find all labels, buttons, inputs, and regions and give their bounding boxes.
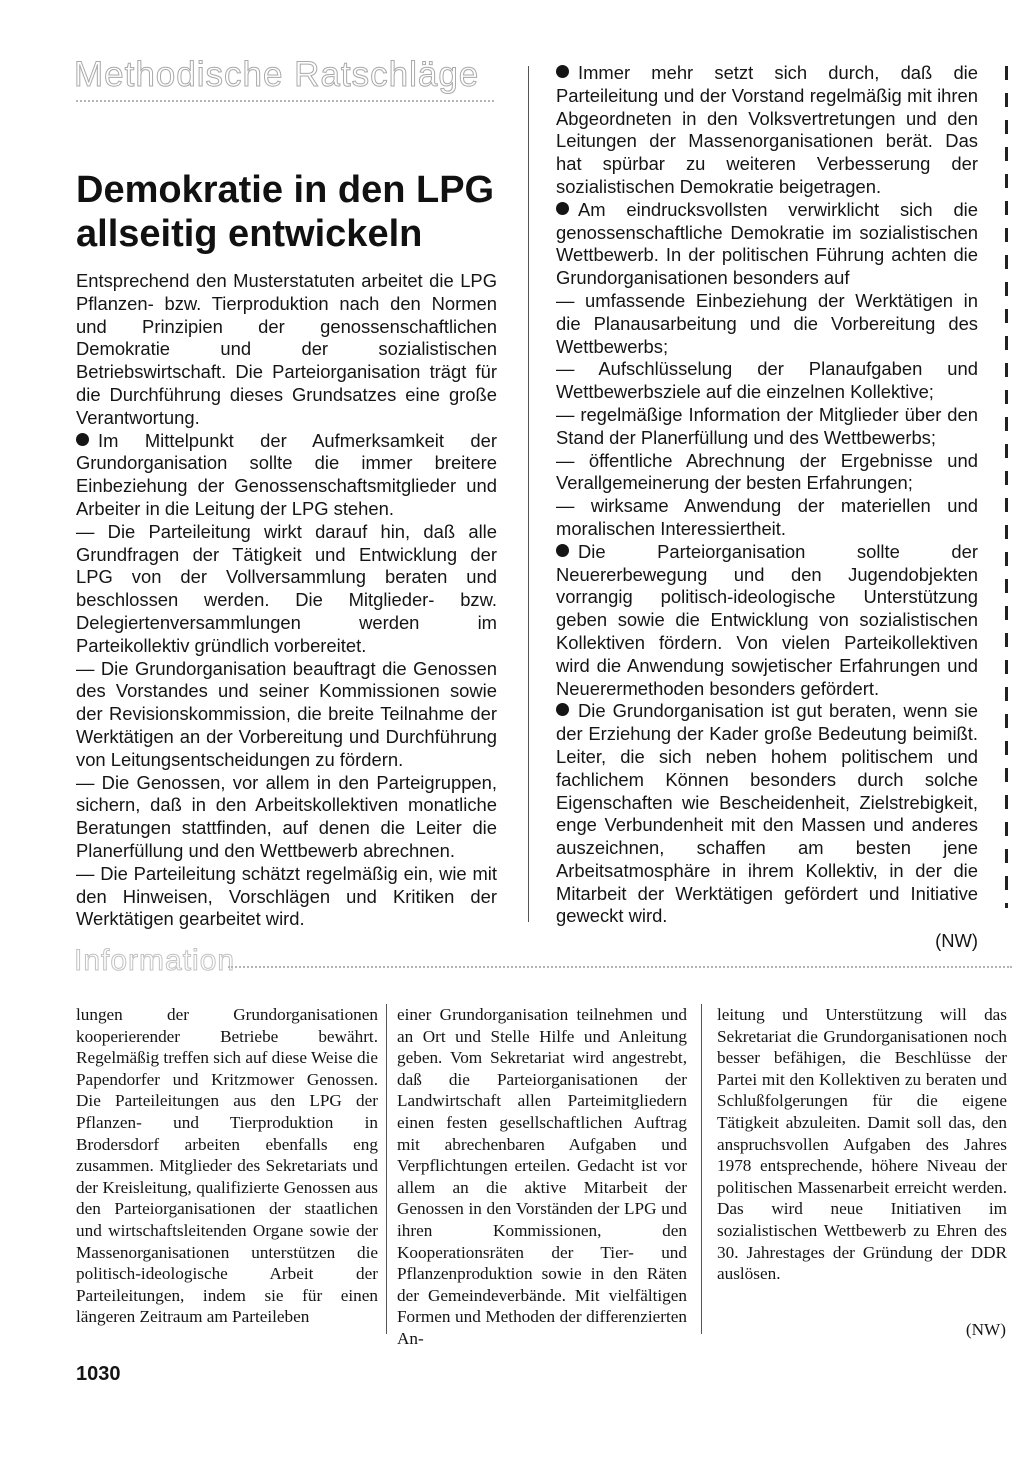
bullet-dot-icon [556, 544, 569, 557]
paragraph-text: Am eindrucksvollsten verwirklicht sich die genossenschaftliche Demokratie im sozialistischen Wettbewerb. In der politischen Führung achten die Grundorganisationen besonders auf [556, 198, 978, 289]
bottom-column-1 [76, 1004, 378, 1328]
paragraph-dash-item: — öffentliche Abrechnung der Ergebnisse und Verallgemeinerung der besten Erfahrungen; [556, 449, 978, 494]
bottom-divider-2 [701, 1004, 702, 1334]
paragraph-text: Immer mehr setzt sich durch, daß die Parteileitung und der Vorstand regelmäßig mit ihren Abgeordneten in den Volksvertretungen und den Leitungen der Massenorganisationen berät. Das hat spürbar zu weiteren Verbesserung der sozialistischen Demokratie beigetragen. [556, 62, 978, 197]
section-header-underline [76, 100, 494, 102]
paragraph-bullet [556, 700, 978, 928]
bottom-column-3 [717, 1004, 1007, 1285]
headline-line-1: Demokratie in den LPG [76, 169, 495, 211]
paragraph-dash-item: — regelmäßige Information der Mitglieder über den Stand der Planerfüllung und des Wettbewerbs; [556, 403, 978, 448]
paragraph-text: Die Grundorganisation ist gut beraten, wenn sie der Erziehung der Kader große Bedeutung beimißt. Leiter, die sich neben hohem politischem und fachlichem Können besonders durch solche Eigenschaften wie Bescheidenheit, Zielstrebigkeit, enge Verbundenheit mit den Massen und anderes auszeichnen, schaffen am besten jene Arbeitsatmosphäre in ihrem Kollektiv, in der die Mitarbeit der Werktätigen gefördert und Initiative geweckt wird. [556, 700, 978, 927]
paragraph-dash-item: — wirksame Anwendung der materiellen und moralischen Interessiertheit. [556, 495, 978, 539]
bullet-dot-icon [556, 65, 569, 78]
paragraph-dash-item: — umfassende Einbeziehung der Werktätigen in die Planausarbeitung und die Vorbereitung des Wettbewerbs; [556, 289, 978, 357]
bottom-divider-1 [386, 1004, 387, 1334]
paragraph-bullet [76, 430, 497, 521]
section-header-information: Information [74, 944, 236, 977]
right-column [556, 62, 978, 953]
paragraph-dash-item: — Die Genossen, vor allem in den Parteigruppen, sichern, daß in den Arbeitskollektiven monatliche Beratungen stattfinden, auf denen die Leiter die Planerfüllung und den Wettbewerb abrechnen. [76, 771, 497, 861]
paragraph-intro: Entsprechend den Musterstatuten arbeitet die LPG Pflanzen- bzw. Tierproduktion nach den Normen und Prinzipien der genossenschaftlichen Demokratie und der sozialistischen Betriebswirtschaft. Die Parteiorganisation trägt für die Durchführung dieses Grundsatzes eine große Verantwortung. [76, 270, 497, 428]
bottom-column-2 [397, 1004, 687, 1350]
paragraph-text: Die Parteiorganisation sollte der Neuererbewegung und den Jugendobjekten vorrangig politisch-ideologische Unterstützung geben sowie die Entwicklung von sozialistischen Kollektiven fördern. Von vielen Parteikollektiven wird die Anwendung sowjetischer Erfahrungen und Neuerermethoden besonders gefördert. [556, 540, 978, 699]
paragraph-dash-item: — Die Grundorganisation beauftragt die Genossen des Vorstandes und seiner Kommissionen sowie der Revisionskommission, die breite Teilnahme der Werktätigen an der Vorbereitung und Durchführung von Leitungsentscheidungen zu fördern. [76, 657, 497, 770]
paragraph-bullet [556, 199, 978, 290]
paragraph-text: Im Mittelpunkt der Aufmerksamkeit der Grundorganisation sollte die immer breitere Einbeziehung der Genossenschaftsmitglieder und Arbeiter in die Leitung der LPG stehen. [76, 429, 497, 519]
bottom-paragraph: leitung und Unterstützung will das Sekretariat die Grundorganisationen noch besser befähigen, die Beschlüsse der Partei mit den Kollektiven zu beraten und Schlußfolgerungen für die eigene Tätigkeit abzuleiten. Damit soll das, den anspruchsvollen Aufgaben des Jahres 1978 entsprechende, höhere Niveau der politischen Massenarbeit erreicht werden. Das wird neue Initiativen im sozialistischen Wettbewerb zu Ehren des 30. Jahrestages der Gründung der DDR auslösen. [717, 1005, 1007, 1284]
section-header-methodische: Methodische Ratschläge [74, 55, 480, 94]
signature: (NW) [935, 930, 978, 952]
column-divider [528, 66, 529, 922]
bullet-dot-icon [556, 703, 569, 716]
bullet-dot-icon [556, 202, 569, 215]
headline-line-2: allseitig entwickeln [76, 213, 423, 255]
edge-marks [1005, 66, 1008, 908]
bottom-paragraph: einer Grundorganisation teilnehmen und an Ort und Stelle Hilfe und Anleitung geben. Vom Sekretariat wird angestrebt, daß die Parteiorganisationen der Landwirtschaft allen Parteimitgliedern einen festen gesellschaftlichen Auftrag mit abrechenbaren Aufgaben und Verpflichtungen erteilen. Gedacht ist vor allem an die aktive Mitarbeit der Genossen in den Vorständen der LPG und ihren Kommissionen, den Kooperationsräten der Tier- und Pflanzenproduktion sowie in den Räten der Gemeindeverbände. Mit vielfältigen Formen und Methoden der differenzierten An- [397, 1005, 687, 1348]
paragraph-dash-item: — Aufschlüsselung der Planaufgaben und Wettbewerbsziele auf die einzelnen Kollektive; [556, 358, 978, 403]
bullet-dot-icon [76, 433, 89, 446]
bottom-paragraph: lungen der Grundorganisationen kooperierender Betriebe bewährt. Regelmäßig treffen sich auf diese Weise die Papendorfer und Kritzmower Genossen. Die Parteileitungen aus den LPG der Pflanzen- und Tierproduktion in Brodersdorf arbeiten ebenfalls eng zusammen. Mitglieder des Sekretariats und der Kreisleitung, qualifizierte Genossen aus den Parteiorganisationen der staatlichen und wirtschaftsleitenden Organe sowie der Massenorganisationen unterstützen die politisch-ideologische Arbeit der Parteileitungen, indem sie für einen längeren Zeitraum am Parteileben [76, 1005, 378, 1327]
paragraph-bullet [556, 541, 978, 701]
information-header-rule [228, 966, 1012, 968]
paragraph-dash-item: — Die Parteileitung schätzt regelmäßig ein, wie mit den Hinweisen, Vorschlägen und Kritiken der Werktätigen gearbeitet wird. [76, 862, 497, 930]
article-headline [76, 168, 516, 256]
bottom-signature: (NW) [965, 1320, 1006, 1339]
page-number: 1030 [76, 1363, 121, 1385]
paragraph-dash-item: — Die Parteileitung wirkt darauf hin, daß alle Grundfragen der Tätigkeit und Entwicklung der LPG von der Vollversammlung beraten und beschlossen werden. Die Mitglieder- bzw. Delegiertenversammlungen werden im Parteikollektiv gründlich vorbereitet. [76, 520, 497, 656]
paragraph-bullet [556, 62, 978, 199]
left-column [76, 270, 497, 931]
